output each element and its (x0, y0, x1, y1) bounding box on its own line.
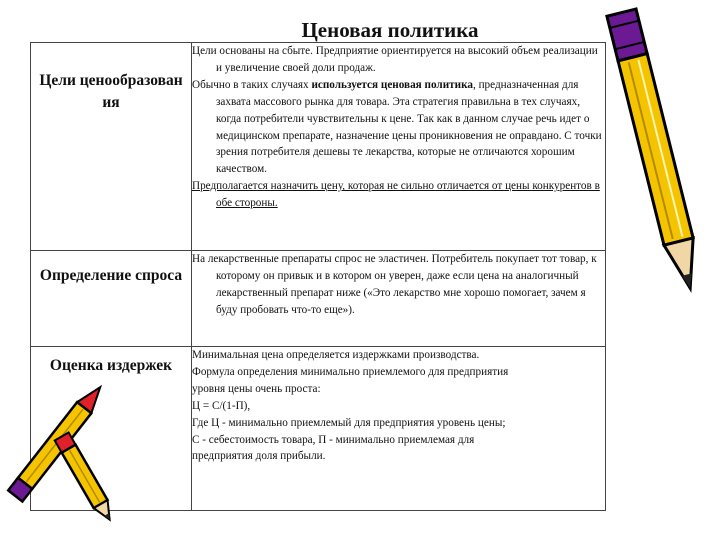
text-span: Обычно в таких случаях (192, 78, 312, 91)
row-label-demand: Определение спроса (31, 251, 192, 347)
row-text-costs (192, 347, 606, 511)
row-text-demand (192, 251, 606, 347)
page-title: Ценовая политика (301, 18, 479, 42)
text-paragraph: Цели основаны на сбыте. Предприятие ориентируется на высокий объем реализации и увеличение своей доли продаж. (192, 45, 598, 74)
table-row (31, 251, 606, 347)
row-text-pricing-goals (192, 43, 606, 251)
text-paragraph: Ц = С/(1-П), (192, 399, 251, 412)
row-label-pricing-goals: Цели ценообразован ия (31, 43, 192, 251)
text-paragraph: На лекарственные препараты спрос не эластичен. Потребитель покупает тот товар, к которому он привык и в котором он уверен, даже если цена на аналогичный лекарственный препарат ниже («Это лекарство мне хорошо помогает, зачем я буду пробовать что-то еще»). (192, 253, 597, 316)
text-paragraph (192, 77, 605, 178)
text-span: , предназначенная для захвата массового рынка для товара. Эта стратегия правильна в тех случаях, когда потребители чувствительны к цене. Так как в данном случае речь идет о медицинском препарате, назначение цены проникновения не оправдано. С точки зрения потребителя дешевы те лекарства, которые не отличаются хорошим качеством. (216, 78, 602, 176)
row-label-costs: Оценка издержек (31, 347, 192, 511)
text-paragraph: Минимальная цена определяется издержками производства. Формула определения минимально приемлемого для предприятия уровня цены очень проста: (192, 349, 509, 395)
pencil-icon-right (598, 0, 718, 310)
text-bold: используется ценовая политика (311, 78, 473, 91)
pencil-icon-left-2 (40, 420, 130, 530)
text-paragraph: Предполагается назначить цену, которая не сильно отличается от цены конкурентов в обе стороны. (192, 180, 600, 210)
text-paragraph: Где Ц - минимально приемлемый для предприятия уровень цены; С - себестоимость товара, П - минимально приемлемая для предприятия доля прибыли. (192, 416, 506, 463)
table-row (31, 43, 606, 251)
